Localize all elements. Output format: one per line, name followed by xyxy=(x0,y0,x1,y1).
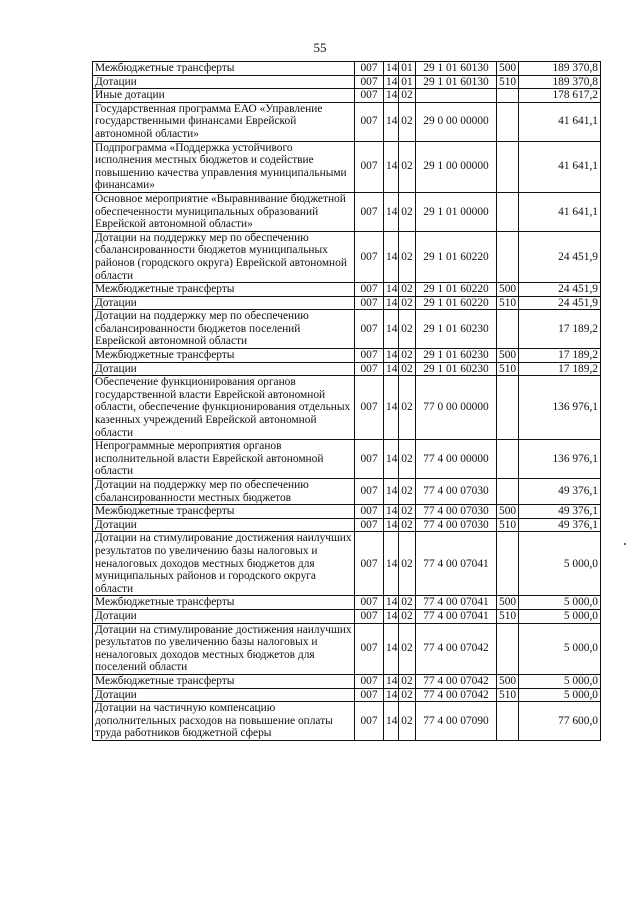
row-expense-type-code xyxy=(497,440,519,479)
row-amount: 24 451,9 xyxy=(519,296,601,310)
row-amount: 17 189,2 xyxy=(519,310,601,349)
row-subsection-code: 02 xyxy=(399,283,416,297)
row-subsection-code: 02 xyxy=(399,141,416,192)
row-section-code: 14 xyxy=(384,310,399,349)
row-target-article-code: 77 0 00 00000 xyxy=(416,376,497,440)
row-ministry-code: 007 xyxy=(355,479,384,505)
row-amount: 49 376,1 xyxy=(519,518,601,532)
row-ministry-code: 007 xyxy=(355,296,384,310)
table-row xyxy=(93,688,601,702)
row-amount: 41 641,1 xyxy=(519,141,601,192)
row-expense-type-code xyxy=(497,532,519,596)
row-subsection-code: 02 xyxy=(399,89,416,103)
row-name: Дотации xyxy=(93,609,355,623)
row-target-article-code: 29 1 00 00000 xyxy=(416,141,497,192)
row-ministry-code: 007 xyxy=(355,623,384,674)
row-target-article-code: 77 4 00 07030 xyxy=(416,479,497,505)
table-row xyxy=(93,609,601,623)
row-amount: 49 376,1 xyxy=(519,505,601,519)
row-name: Межбюджетные трансферты xyxy=(93,674,355,688)
row-ministry-code: 007 xyxy=(355,609,384,623)
row-target-article-code: 29 1 01 00000 xyxy=(416,192,497,231)
row-subsection-code: 02 xyxy=(399,362,416,376)
row-name: Подпрограмма «Поддержка устойчивого исполнения местных бюджетов и содействие повышению качества управления муниципальными финансами» xyxy=(93,141,355,192)
row-amount: 49 376,1 xyxy=(519,479,601,505)
row-ministry-code: 007 xyxy=(355,376,384,440)
row-expense-type-code: 500 xyxy=(497,283,519,297)
row-subsection-code: 02 xyxy=(399,674,416,688)
row-subsection-code: 02 xyxy=(399,231,416,282)
row-subsection-code: 02 xyxy=(399,532,416,596)
table-row xyxy=(93,596,601,610)
table-row xyxy=(93,75,601,89)
row-name: Иные дотации xyxy=(93,89,355,103)
row-target-article-code: 29 1 01 60130 xyxy=(416,75,497,89)
row-section-code: 14 xyxy=(384,505,399,519)
row-expense-type-code xyxy=(497,376,519,440)
row-subsection-code: 02 xyxy=(399,609,416,623)
table-row xyxy=(93,192,601,231)
row-section-code: 14 xyxy=(384,141,399,192)
row-name: Дотации на поддержку мер по обеспечению сбалансированности местных бюджетов xyxy=(93,479,355,505)
row-name: Дотации xyxy=(93,362,355,376)
row-section-code: 14 xyxy=(384,479,399,505)
row-subsection-code: 01 xyxy=(399,62,416,76)
row-target-article-code: 29 1 01 60230 xyxy=(416,349,497,363)
row-target-article-code: 29 1 01 60220 xyxy=(416,296,497,310)
row-target-article-code xyxy=(416,89,497,103)
row-target-article-code: 77 4 00 07090 xyxy=(416,702,497,741)
row-target-article-code: 77 4 00 07042 xyxy=(416,623,497,674)
row-subsection-code: 02 xyxy=(399,296,416,310)
row-ministry-code: 007 xyxy=(355,62,384,76)
table-row xyxy=(93,376,601,440)
row-section-code: 14 xyxy=(384,89,399,103)
row-section-code: 14 xyxy=(384,440,399,479)
row-target-article-code: 29 1 01 60230 xyxy=(416,310,497,349)
row-subsection-code: 02 xyxy=(399,479,416,505)
row-subsection-code: 02 xyxy=(399,702,416,741)
row-amount: 136 976,1 xyxy=(519,440,601,479)
row-section-code: 14 xyxy=(384,283,399,297)
scan-speck xyxy=(624,543,626,545)
table-row xyxy=(93,702,601,741)
row-section-code: 14 xyxy=(384,688,399,702)
row-name: Государственная программа ЕАО «Управление государственными финансами Еврейской автономной области» xyxy=(93,102,355,141)
row-subsection-code: 01 xyxy=(399,75,416,89)
row-amount: 189 370,8 xyxy=(519,75,601,89)
row-section-code: 14 xyxy=(384,231,399,282)
row-amount: 5 000,0 xyxy=(519,532,601,596)
row-expense-type-code: 510 xyxy=(497,75,519,89)
row-name: Межбюджетные трансферты xyxy=(93,505,355,519)
row-section-code: 14 xyxy=(384,362,399,376)
budget-table-body xyxy=(93,62,601,741)
row-ministry-code: 007 xyxy=(355,505,384,519)
row-expense-type-code xyxy=(497,702,519,741)
row-ministry-code: 007 xyxy=(355,75,384,89)
row-expense-type-code xyxy=(497,479,519,505)
row-name: Дотации xyxy=(93,518,355,532)
row-ministry-code: 007 xyxy=(355,674,384,688)
row-name: Межбюджетные трансферты xyxy=(93,62,355,76)
row-section-code: 14 xyxy=(384,75,399,89)
row-target-article-code: 77 4 00 07042 xyxy=(416,674,497,688)
row-amount: 5 000,0 xyxy=(519,674,601,688)
row-amount: 178 617,2 xyxy=(519,89,601,103)
row-name: Дотации xyxy=(93,296,355,310)
row-amount: 189 370,8 xyxy=(519,62,601,76)
row-expense-type-code: 510 xyxy=(497,296,519,310)
row-expense-type-code: 510 xyxy=(497,362,519,376)
row-target-article-code: 77 4 00 07041 xyxy=(416,609,497,623)
row-section-code: 14 xyxy=(384,349,399,363)
row-subsection-code: 02 xyxy=(399,688,416,702)
row-expense-type-code xyxy=(497,310,519,349)
row-name: Дотации xyxy=(93,688,355,702)
row-target-article-code: 29 0 00 00000 xyxy=(416,102,497,141)
row-expense-type-code: 500 xyxy=(497,349,519,363)
table-row xyxy=(93,518,601,532)
row-section-code: 14 xyxy=(384,609,399,623)
row-section-code: 14 xyxy=(384,102,399,141)
table-row xyxy=(93,62,601,76)
row-amount: 41 641,1 xyxy=(519,102,601,141)
row-ministry-code: 007 xyxy=(355,688,384,702)
row-expense-type-code: 500 xyxy=(497,62,519,76)
row-expense-type-code xyxy=(497,141,519,192)
table-row xyxy=(93,623,601,674)
row-ministry-code: 007 xyxy=(355,518,384,532)
row-amount: 17 189,2 xyxy=(519,349,601,363)
row-expense-type-code: 500 xyxy=(497,674,519,688)
row-ministry-code: 007 xyxy=(355,702,384,741)
row-ministry-code: 007 xyxy=(355,532,384,596)
row-expense-type-code: 510 xyxy=(497,518,519,532)
row-expense-type-code: 510 xyxy=(497,609,519,623)
row-target-article-code: 77 4 00 07030 xyxy=(416,518,497,532)
row-name: Дотации на стимулирование достижения наилучших результатов по увеличению базы налоговых и неналоговых доходов местных бюджетов для поселений области xyxy=(93,623,355,674)
row-subsection-code: 02 xyxy=(399,349,416,363)
row-name: Дотации на поддержку мер по обеспечению сбалансированности бюджетов муниципальных районов (городского округа) Еврейской автономной области xyxy=(93,231,355,282)
row-name: Обеспечение функционирования органов государственной власти Еврейской автономной области, обеспечение функционирования отдельных казенных учреждений Еврейской автономной области xyxy=(93,376,355,440)
row-subsection-code: 02 xyxy=(399,192,416,231)
row-ministry-code: 007 xyxy=(355,141,384,192)
row-amount: 24 451,9 xyxy=(519,283,601,297)
row-ministry-code: 007 xyxy=(355,283,384,297)
row-expense-type-code: 500 xyxy=(497,505,519,519)
row-expense-type-code xyxy=(497,192,519,231)
row-expense-type-code: 510 xyxy=(497,688,519,702)
page-number: 55 xyxy=(313,40,327,55)
row-section-code: 14 xyxy=(384,596,399,610)
row-amount: 5 000,0 xyxy=(519,609,601,623)
table-row xyxy=(93,141,601,192)
row-amount: 5 000,0 xyxy=(519,623,601,674)
row-target-article-code: 77 4 00 07041 xyxy=(416,532,497,596)
row-section-code: 14 xyxy=(384,532,399,596)
row-amount: 77 600,0 xyxy=(519,702,601,741)
row-amount: 17 189,2 xyxy=(519,362,601,376)
row-subsection-code: 02 xyxy=(399,518,416,532)
row-section-code: 14 xyxy=(384,62,399,76)
row-amount: 5 000,0 xyxy=(519,688,601,702)
row-section-code: 14 xyxy=(384,623,399,674)
row-expense-type-code xyxy=(497,231,519,282)
table-row xyxy=(93,296,601,310)
table-row xyxy=(93,440,601,479)
row-subsection-code: 02 xyxy=(399,505,416,519)
table-row xyxy=(93,479,601,505)
row-section-code: 14 xyxy=(384,296,399,310)
row-ministry-code: 007 xyxy=(355,440,384,479)
row-subsection-code: 02 xyxy=(399,596,416,610)
row-target-article-code: 29 1 01 60130 xyxy=(416,62,497,76)
row-amount: 24 451,9 xyxy=(519,231,601,282)
table-row xyxy=(93,505,601,519)
row-ministry-code: 007 xyxy=(355,102,384,141)
row-amount: 136 976,1 xyxy=(519,376,601,440)
row-ministry-code: 007 xyxy=(355,596,384,610)
table-row xyxy=(93,310,601,349)
row-ministry-code: 007 xyxy=(355,231,384,282)
table-row xyxy=(93,362,601,376)
row-subsection-code: 02 xyxy=(399,310,416,349)
row-name: Межбюджетные трансферты xyxy=(93,596,355,610)
table-row xyxy=(93,283,601,297)
row-expense-type-code xyxy=(497,623,519,674)
row-expense-type-code: 500 xyxy=(497,596,519,610)
row-name: Дотации на частичную компенсацию дополнительных расходов на повышение оплаты труда работников бюджетной сферы xyxy=(93,702,355,741)
row-name: Дотации на поддержку мер по обеспечению сбалансированности бюджетов поселений Еврейской автономной области xyxy=(93,310,355,349)
row-name: Дотации на стимулирование достижения наилучших результатов по увеличению базы налоговых и неналоговых доходов местных бюджетов для муниципальных районов и городского округа области xyxy=(93,532,355,596)
row-section-code: 14 xyxy=(384,702,399,741)
row-ministry-code: 007 xyxy=(355,89,384,103)
row-name: Межбюджетные трансферты xyxy=(93,349,355,363)
row-subsection-code: 02 xyxy=(399,440,416,479)
row-name: Межбюджетные трансферты xyxy=(93,283,355,297)
row-amount: 5 000,0 xyxy=(519,596,601,610)
table-row xyxy=(93,89,601,103)
table-row xyxy=(93,102,601,141)
row-section-code: 14 xyxy=(384,376,399,440)
row-section-code: 14 xyxy=(384,674,399,688)
table-row xyxy=(93,532,601,596)
row-target-article-code: 77 4 00 07030 xyxy=(416,505,497,519)
row-target-article-code: 29 1 01 60220 xyxy=(416,283,497,297)
row-name: Дотации xyxy=(93,75,355,89)
row-section-code: 14 xyxy=(384,192,399,231)
row-target-article-code: 77 4 00 00000 xyxy=(416,440,497,479)
row-name: Непрограммные мероприятия органов исполнительной власти Еврейской автономной области xyxy=(93,440,355,479)
row-section-code: 14 xyxy=(384,518,399,532)
table-row xyxy=(93,349,601,363)
table-row xyxy=(93,231,601,282)
row-target-article-code: 29 1 01 60230 xyxy=(416,362,497,376)
row-subsection-code: 02 xyxy=(399,623,416,674)
row-ministry-code: 007 xyxy=(355,310,384,349)
row-target-article-code: 77 4 00 07041 xyxy=(416,596,497,610)
budget-table xyxy=(92,61,601,741)
row-subsection-code: 02 xyxy=(399,102,416,141)
table-row xyxy=(93,674,601,688)
row-expense-type-code xyxy=(497,102,519,141)
row-ministry-code: 007 xyxy=(355,349,384,363)
row-ministry-code: 007 xyxy=(355,362,384,376)
row-ministry-code: 007 xyxy=(355,192,384,231)
row-amount: 41 641,1 xyxy=(519,192,601,231)
row-target-article-code: 29 1 01 60220 xyxy=(416,231,497,282)
row-target-article-code: 77 4 00 07042 xyxy=(416,688,497,702)
row-expense-type-code xyxy=(497,89,519,103)
row-subsection-code: 02 xyxy=(399,376,416,440)
row-name: Основное мероприятие «Выравнивание бюджетной обеспеченности муниципальных образований Еврейской автономной области» xyxy=(93,192,355,231)
